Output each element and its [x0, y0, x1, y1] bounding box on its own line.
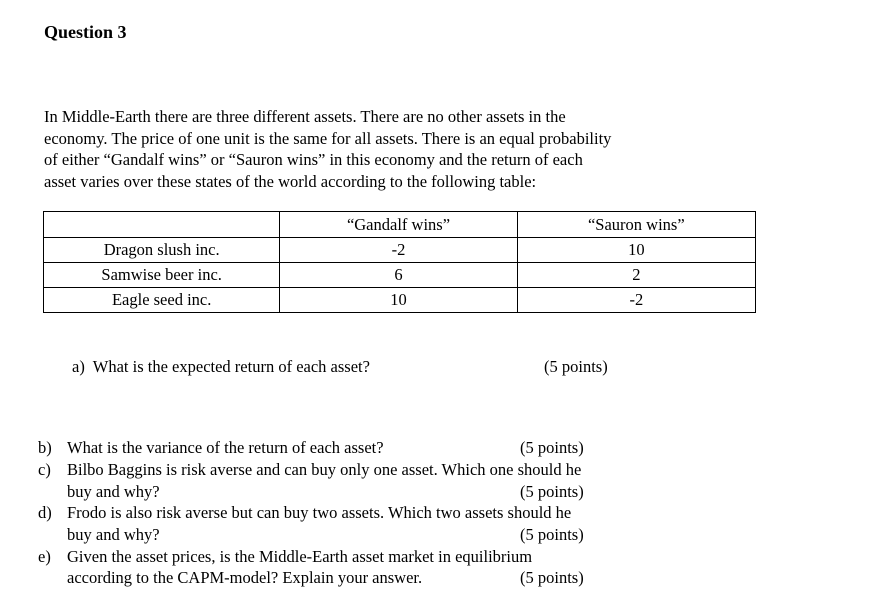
- table-row: [44, 263, 756, 288]
- sauron-return-cell: 2: [517, 263, 755, 288]
- question-c-points: (5 points): [520, 482, 584, 501]
- table-row: [44, 288, 756, 313]
- question-d-line2: buy and why?: [67, 525, 160, 544]
- question-c-line1: Bilbo Baggins is risk averse and can buy only one asset. Which one should he: [67, 460, 582, 479]
- question-c-line2: buy and why?: [67, 482, 160, 501]
- intro-paragraph: [44, 106, 744, 192]
- header-cell-asset: [44, 212, 280, 238]
- gandalf-return-cell: 10: [280, 288, 517, 313]
- question-e-line2: according to the CAPM-model? Explain your answer.: [67, 568, 423, 587]
- question-a-letter: a): [72, 357, 85, 376]
- intro-line: economy. The price of one unit is the same for all assets. There is an equal probability: [44, 128, 612, 148]
- question-a-points: (5 points): [544, 357, 608, 376]
- question-e-letter: e): [38, 547, 51, 566]
- question-d-points: (5 points): [520, 525, 584, 544]
- question-e-points: (5 points): [520, 568, 584, 587]
- header-cell-gandalf: “Gandalf wins”: [280, 212, 517, 238]
- asset-name-cell: Samwise beer inc.: [44, 263, 280, 288]
- sauron-return-cell: 10: [517, 238, 755, 263]
- asset-name-cell: Eagle seed inc.: [44, 288, 280, 313]
- question-heading: Question 3: [44, 22, 127, 42]
- question-b-text: What is the variance of the return of each asset?: [67, 438, 384, 457]
- gandalf-return-cell: 6: [280, 263, 517, 288]
- gandalf-return-cell: -2: [280, 238, 517, 263]
- asset-returns-table: [43, 211, 756, 313]
- question-a: [72, 357, 370, 377]
- asset-name-cell: Dragon slush inc.: [44, 238, 280, 263]
- question-e-line1: Given the asset prices, is the Middle-Earth asset market in equilibrium: [67, 547, 533, 566]
- question-b-letter: b): [38, 438, 52, 457]
- sauron-return-cell: -2: [517, 288, 755, 313]
- intro-line: In Middle-Earth there are three different assets. There are no other assets in the: [44, 107, 566, 126]
- question-b-points: (5 points): [520, 438, 584, 457]
- intro-line: asset varies over these states of the world according to the following table:: [44, 171, 537, 191]
- table-header-row: [44, 212, 756, 238]
- table-row: [44, 238, 756, 263]
- question-c-letter: c): [38, 460, 51, 479]
- question-a-text: What is the expected return of each asset?: [92, 357, 370, 376]
- intro-line: of either “Gandalf wins” or “Sauron wins” in this economy and the return of each: [44, 150, 583, 169]
- header-cell-sauron: “Sauron wins”: [517, 212, 755, 238]
- question-d-line1: Frodo is also risk averse but can buy two assets. Which two assets should he: [67, 503, 572, 522]
- question-d-letter: d): [38, 503, 52, 522]
